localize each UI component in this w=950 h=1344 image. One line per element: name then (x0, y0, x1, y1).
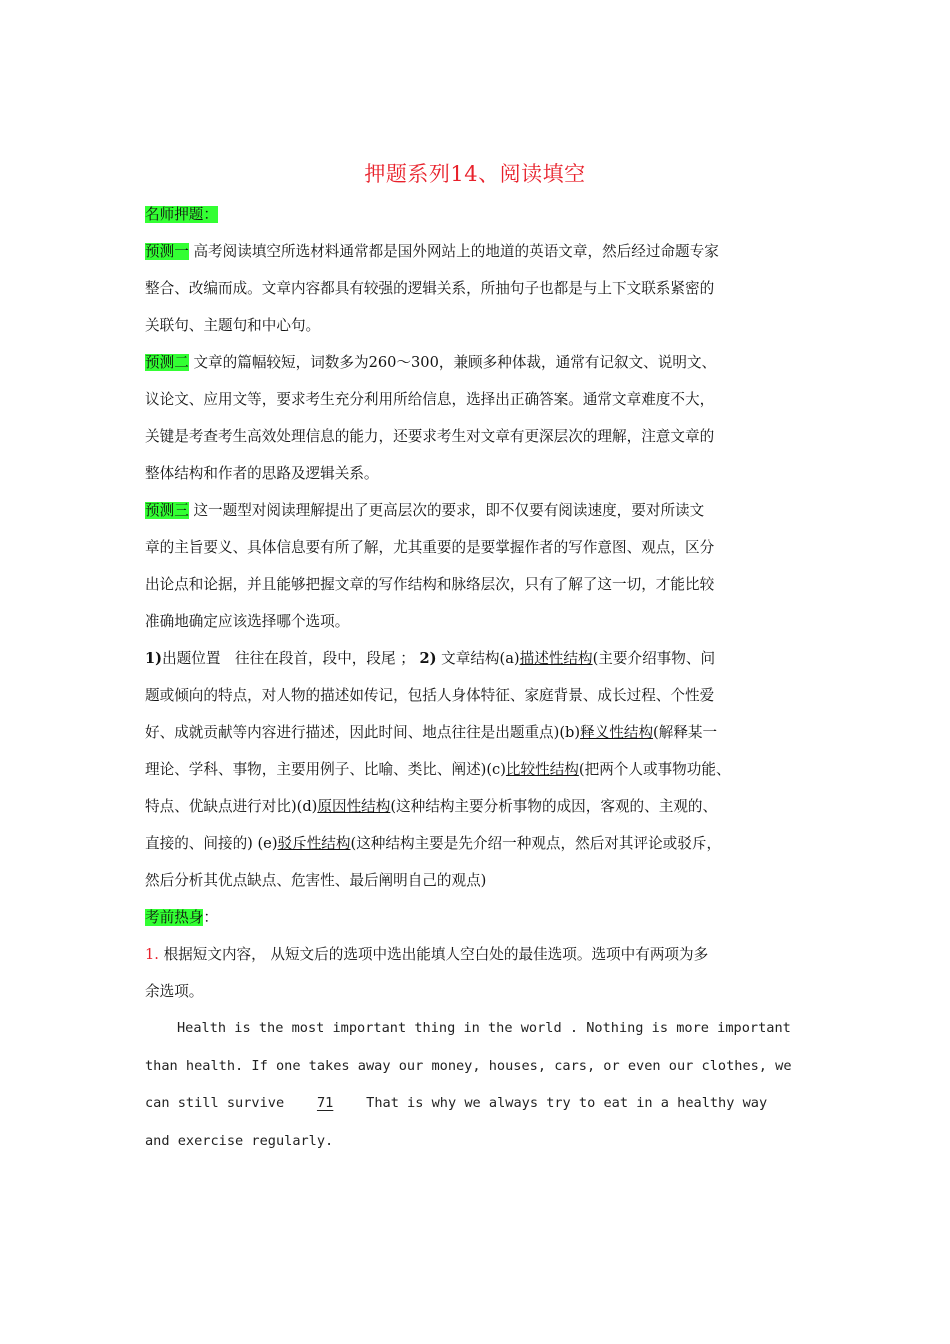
structure-text: 文章结构(a) (441, 650, 520, 667)
paragraph-line: 整体结构和作者的思路及逻辑关系。 (145, 465, 379, 482)
structure-text: 理论、学科、事物，主要用例子、比喻、类比、阐述)(c) (145, 761, 506, 778)
question-text: 根据短文内容， 从短文后的选项中选出能填人空白处的最佳选项。选项中有两项为多 (163, 946, 709, 963)
paragraph-line (145, 344, 825, 381)
structure-text: 好、成就贡献等内容进行描述，因此时间、地点往往是出题重点)(b) (145, 724, 581, 741)
underlined-term: 驳斥性结构 (277, 835, 351, 852)
section-heading (145, 196, 825, 233)
passage-line: and exercise regularly. (145, 1132, 334, 1149)
page-title: 押题系列14、阅读填空 (364, 162, 586, 186)
paragraph-line (145, 233, 825, 270)
passage-text: can still survive (145, 1095, 285, 1111)
structure-text: 出题位置 往往在段首，段中，段尾 ； (162, 650, 415, 667)
prediction-label-3: 预测三 (145, 502, 189, 519)
structure-line: 题或倾向的特点，对人物的描述如传记，包括人身体特征、家庭背景、成长过程、个性爱 (145, 687, 715, 704)
paragraph-line: 出论点和论据，并且能够把握文章的写作结构和脉络层次，只有了解了这一切，才能比较 (145, 576, 715, 593)
paragraph-line: 章的主旨要义、具体信息要有所了解，尤其重要的是要掌握作者的写作意图、观点，区分 (145, 539, 715, 556)
paragraph-line: 关联句、主题句和中心句。 (145, 317, 321, 334)
underlined-term: 原因性结构 (317, 798, 391, 815)
structure-line (145, 714, 825, 751)
structure-line: 然后分析其优点缺点、危害性、最后阐明自己的观点) (145, 872, 487, 889)
paragraph-text: 文章的篇幅较短，词数多为260～300，兼顾多种体裁，通常有记叙文、说明文、 (193, 354, 717, 371)
structure-text: (主要介绍事物、问 (592, 650, 716, 667)
paragraph-line (145, 492, 825, 529)
passage-text: That is why we always try to eat in a healthy way (366, 1095, 768, 1111)
passage-line: than health. If one takes away our money, houses, cars, or even our clothes, we (145, 1057, 792, 1074)
structure-line (145, 825, 825, 862)
list-marker: 2) (419, 650, 437, 667)
structure-text: (解释某一 (653, 724, 718, 741)
document-body (145, 196, 825, 1160)
structure-line (145, 640, 825, 677)
section-heading (145, 899, 825, 936)
question-line: 余选项。 (145, 983, 204, 1000)
paragraph-text: 这一题型对阅读理解提出了更高层次的要求，即不仅要有阅读速度，要对所读文 (193, 502, 705, 519)
structure-text: (这种结构主要分析事物的成因，客观的、主观的、 (390, 798, 718, 815)
structure-text: (这种结构主要是先介绍一种观点，然后对其评论或驳斥， (350, 835, 722, 852)
question-line (145, 936, 825, 973)
underlined-term: 释义性结构 (580, 724, 654, 741)
list-marker: 1) (145, 650, 163, 667)
structure-line (145, 788, 825, 825)
prediction-label-2: 预测二 (145, 354, 189, 371)
passage-line (145, 1085, 825, 1123)
paragraph-line: 整合、改编而成。文章内容都具有较强的逻辑关系，所抽句子也都是与上下文联系紧密的 (145, 280, 715, 297)
english-passage (145, 1010, 825, 1160)
paragraph-line: 准确地确定应该选择哪个选项。 (145, 613, 350, 630)
answer-blank-71[interactable]: 71 (316, 1095, 334, 1111)
highlighted-heading: 考前热身 (145, 909, 204, 926)
underlined-term: 比较性结构 (505, 761, 579, 778)
structure-line (145, 751, 825, 788)
underlined-term: 描述性结构 (519, 650, 593, 667)
structure-text: 特点、优缺点进行对比)(d) (145, 798, 318, 815)
passage-line: Health is the most important thing in the world . Nothing is more important (177, 1020, 791, 1036)
paragraph-text: 高考阅读填空所选材料通常都是国外网站上的地道的英语文章，然后经过命题专家 (193, 243, 719, 260)
question-number: 1. (145, 946, 159, 963)
paragraph-line: 关键是考查考生高效处理信息的能力，还要求考生对文章有更深层次的理解，注意文章的 (145, 428, 715, 445)
paragraph-line: 议论文、应用文等，要求考生充分利用所给信息，选择出正确答案。通常文章难度不大， (145, 391, 715, 408)
highlighted-heading: 名师押题： (145, 206, 218, 223)
structure-text: (把两个人或事物功能、 (578, 761, 731, 778)
prediction-label-1: 预测一 (145, 243, 189, 260)
structure-text: 直接的、间接的) (e) (145, 835, 278, 852)
heading-colon: ： (203, 909, 218, 926)
